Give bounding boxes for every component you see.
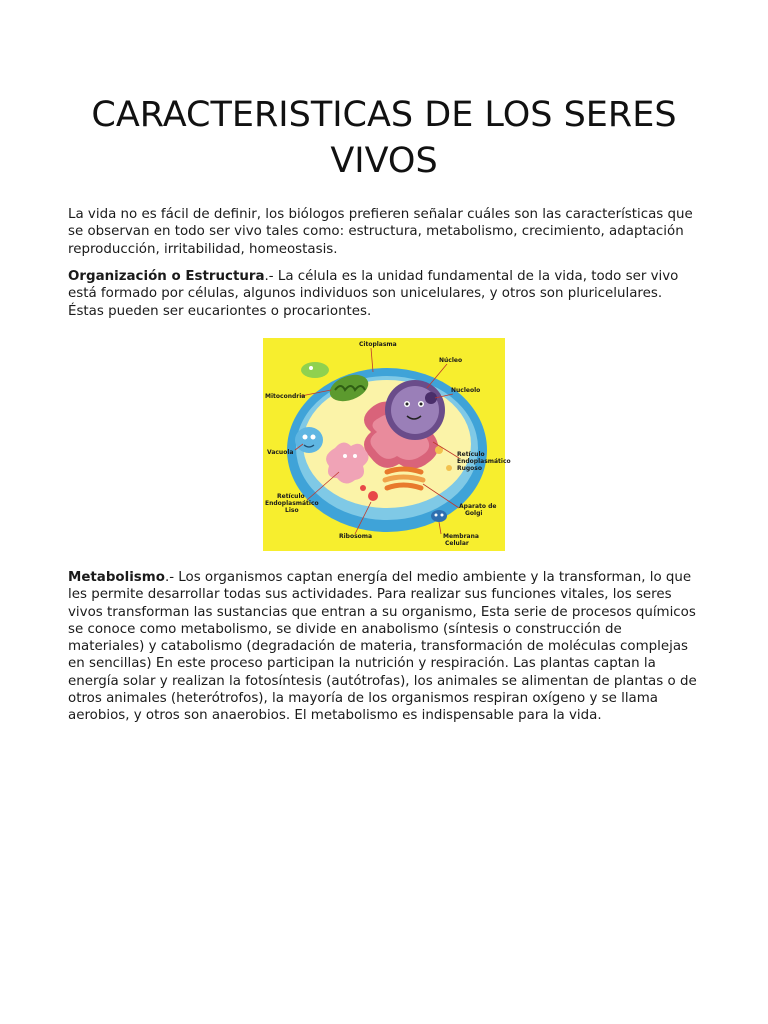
organelle-top-left bbox=[301, 362, 329, 378]
ribosome bbox=[368, 491, 378, 501]
granule-2 bbox=[446, 465, 452, 471]
label-membrana-1: Membrana bbox=[443, 533, 479, 540]
membrane-protein-eye-right bbox=[441, 514, 444, 517]
smooth-er-eye-left bbox=[343, 454, 347, 458]
section-body-organizacion: .- La célula es la unidad fundamental de la vida, todo ser vivo está formado por células, algunos individuos son unicelulares, y otros son pluricelulares. Éstas pueden ser eucariontes o procariontes. bbox=[68, 269, 679, 319]
section-organizacion bbox=[68, 268, 700, 320]
label-nucleolo: Nucleolo bbox=[451, 387, 481, 394]
membrane-protein-eye-left bbox=[435, 514, 438, 517]
vacuole-eye-right bbox=[311, 435, 316, 440]
cell-diagram-figure bbox=[263, 338, 511, 551]
label-vacuola: Vacuola bbox=[267, 449, 294, 456]
label-nucleo: Núcleo bbox=[439, 357, 463, 364]
cell-diagram bbox=[263, 338, 511, 551]
label-citoplasma: Citoplasma bbox=[359, 341, 397, 348]
section-heading-organizacion: Organización o Estructura bbox=[68, 269, 265, 284]
page-title: CARACTERISTICAS DE LOS SERES VIVOS bbox=[91, 95, 677, 181]
label-reticulo-liso-3: Liso bbox=[285, 507, 299, 514]
label-reticulo-rugoso-1: Retículo bbox=[457, 451, 485, 458]
vacuole bbox=[295, 427, 323, 453]
intro-paragraph: La vida no es fácil de definir, los biólogos prefieren señalar cuáles son las características que se observan en todo ser vivo tales como: estructura, metabolismo, crecimiento, adaptación reproducción, irritabilidad, homeostasis. bbox=[68, 207, 693, 257]
nucleus-pupil-right bbox=[420, 403, 423, 406]
organelle-eye bbox=[309, 366, 313, 370]
label-reticulo-liso-2: Endoplasmático bbox=[265, 500, 319, 507]
membrane-protein bbox=[431, 510, 447, 522]
label-reticulo-rugoso-2: Endoplasmático bbox=[457, 458, 511, 465]
vacuole-eye-left bbox=[303, 435, 308, 440]
section-metabolismo bbox=[68, 569, 700, 725]
label-reticulo-liso-1: Retículo bbox=[277, 493, 305, 500]
label-golgi-2: Golgi bbox=[465, 510, 483, 517]
ribosome-small bbox=[360, 485, 366, 491]
label-reticulo-rugoso-3: Rugoso bbox=[457, 465, 483, 472]
label-mitocondria: Mitocondria bbox=[265, 393, 306, 400]
label-ribosoma: Ribosoma bbox=[339, 533, 373, 540]
nucleus-pupil-left bbox=[406, 403, 409, 406]
section-heading-metabolismo: Metabolismo bbox=[68, 570, 165, 585]
section-body-metabolismo: .- Los organismos captan energía del medio ambiente y la transforman, lo que les permite desarrollar todas sus actividades. Para realizar sus funciones vitales, los seres vivos transforman las sustancias que entran a su organismo, Esta serie de procesos químicos se conoce como metabolismo, se divide en anabolismo (síntesis o construcción de materiales) y catabolismo (degradación de materia, transformación de moléculas complejas en sencillas) En este proceso participan la nutrición y respiración. Las plantas captan la energía solar y realizan la fotosíntesis (autótrofas), los animales se alimentan de plantas o de otros animales (heterótrofos), la mayoría de los organismos respiran oxígeno y se llama aerobios, y otros son anaerobios. El metabolismo es indispensable para la vida. bbox=[68, 570, 697, 724]
smooth-er-eye-right bbox=[353, 454, 357, 458]
label-membrana-2: Celular bbox=[445, 540, 469, 547]
label-golgi-1: Aparato de bbox=[459, 503, 497, 510]
